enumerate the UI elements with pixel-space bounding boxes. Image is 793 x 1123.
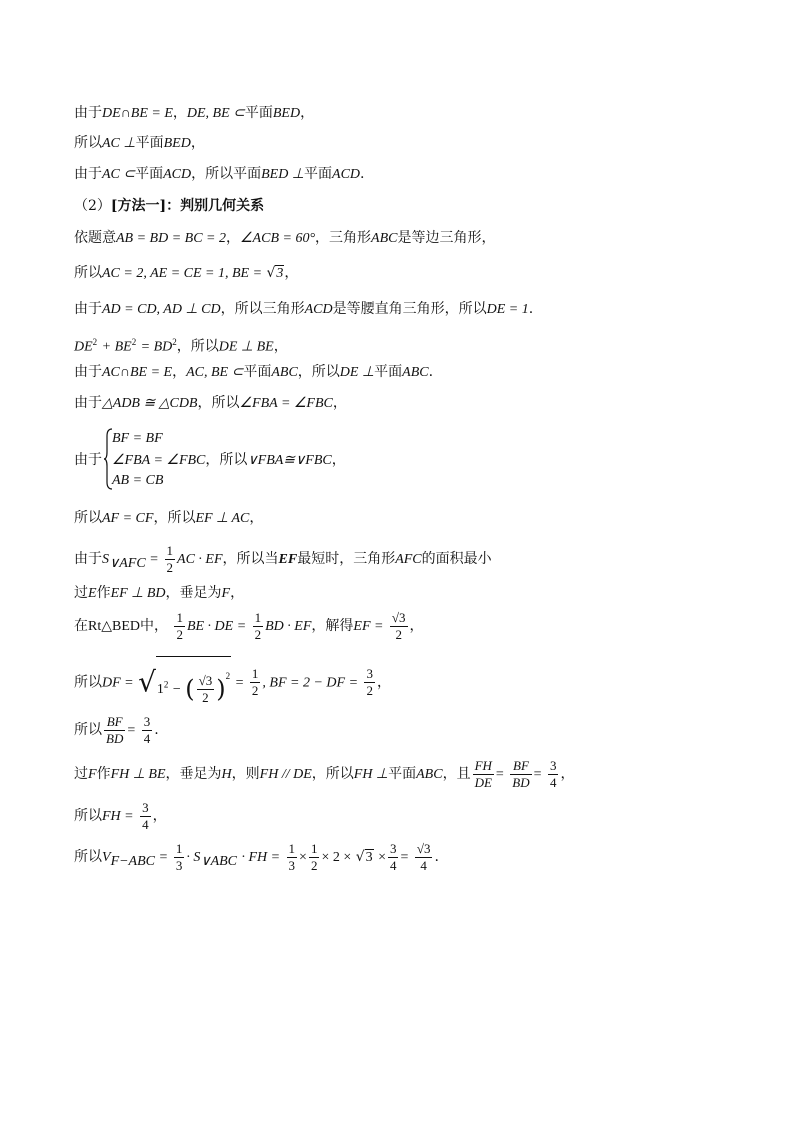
text: . (428, 364, 434, 380)
line-20 (74, 838, 439, 881)
text: 最短时，三角形 (297, 551, 396, 567)
text: ， (332, 395, 347, 411)
math: Rt△BED (88, 619, 140, 634)
math: F (221, 586, 231, 601)
text: 所以 (74, 849, 102, 865)
denominator: 4 (389, 857, 397, 873)
paren: ( (185, 675, 195, 703)
text: ，则 (231, 766, 260, 782)
text: . (360, 166, 365, 182)
math: △ADB ≅ △CDB (102, 396, 198, 411)
denominator: 2 (251, 683, 259, 698)
math: = BD (140, 339, 173, 355)
math: BE · DE = (186, 619, 247, 634)
math: EF ⊥ BD (110, 586, 166, 601)
text: 平面 (374, 364, 403, 380)
text: 中， (140, 618, 168, 634)
math: ABC (371, 231, 398, 246)
math: AD = CD, AD ⊥ CD (102, 302, 221, 317)
line-4-heading (74, 197, 264, 215)
fraction (510, 758, 531, 791)
text: ，垂足为 (165, 766, 222, 782)
text: 所以 (74, 674, 102, 691)
denominator: 2 (202, 689, 209, 705)
line-13 (74, 541, 492, 582)
fraction (287, 841, 298, 874)
text: ，所以平面 (191, 166, 262, 182)
text: 作 (96, 766, 111, 782)
text: 所以 (74, 722, 102, 738)
text: 在 (74, 618, 88, 634)
numerator: 1 (254, 609, 262, 625)
text: ，解得 (311, 618, 354, 634)
math: F (88, 767, 97, 782)
text: 所以 (74, 808, 102, 824)
math: H (221, 767, 232, 782)
math: DE∩BE = E (102, 106, 173, 121)
line-15 (74, 607, 424, 646)
text: 由于 (74, 105, 102, 121)
text: ， (409, 618, 424, 634)
text: 作 (96, 585, 111, 601)
math: × (299, 850, 307, 865)
text: 由于 (74, 166, 102, 182)
exponent: 2 (225, 671, 231, 681)
text: 由于 (74, 364, 102, 380)
math: FH // DE (259, 767, 312, 782)
text: ，且 (442, 766, 471, 782)
denominator: BD (106, 730, 124, 746)
denominator: 4 (420, 857, 427, 873)
fraction (390, 610, 408, 643)
text: 依题意 (74, 230, 116, 246)
numerator: FH (474, 757, 492, 773)
text: ， (172, 364, 187, 380)
equation-row-with-conclusion (112, 451, 346, 470)
text: ，所以 (297, 364, 340, 380)
math: = (159, 850, 168, 865)
math: DE (74, 339, 93, 355)
line-14 (74, 584, 244, 603)
fraction (309, 841, 320, 874)
line-6 (74, 264, 298, 283)
text: ， (172, 105, 187, 121)
fraction (388, 841, 399, 874)
fraction (364, 666, 375, 699)
line-5 (74, 229, 496, 248)
denominator: 4 (549, 774, 557, 790)
text: 平面 (243, 364, 272, 380)
math: = (533, 767, 542, 782)
numerator: 1 (251, 666, 259, 681)
math: ACD (163, 167, 192, 182)
math: − (172, 682, 181, 697)
line-2 (74, 134, 205, 153)
numerator: 3 (549, 757, 557, 773)
denominator: 3 (175, 857, 183, 873)
line-12 (74, 509, 263, 528)
fraction (142, 714, 153, 747)
text: 由于 (74, 551, 102, 567)
sqrt-symbol: √ (355, 849, 365, 865)
line-3 (74, 165, 365, 184)
numerator: 1 (288, 840, 296, 856)
math: EF ⊥ AC (195, 511, 250, 526)
math: AC∩BE = E (102, 365, 173, 380)
equation-row: BF = BF (112, 431, 163, 446)
math: · FH = (241, 850, 281, 865)
math: V (102, 850, 111, 865)
math: DF = (102, 675, 134, 691)
text: 平面 (135, 135, 164, 151)
math: = (495, 767, 504, 782)
fraction (174, 610, 185, 643)
fraction (174, 841, 185, 874)
denominator: 4 (142, 816, 149, 832)
text: 过 (74, 766, 88, 782)
numerator: √3 (198, 672, 213, 688)
math: BD · EF (265, 619, 312, 634)
math: = (127, 723, 136, 738)
numerator: 3 (389, 840, 397, 856)
math: AC = 2, AE = CE = 1, BE = (102, 266, 263, 281)
exponent: 2 (92, 337, 98, 347)
denominator: 2 (310, 857, 318, 873)
line-11 (74, 451, 102, 469)
math: EF = (353, 619, 384, 634)
text: 的面积最小 (421, 551, 492, 567)
text: ， (226, 230, 240, 246)
math: 1 (156, 682, 164, 697)
subscript: ∨ABC (200, 853, 238, 869)
text: 平面 (135, 166, 164, 182)
math: ABC (271, 365, 298, 380)
subscript: ∨AFC (109, 555, 146, 571)
math: × (378, 850, 386, 865)
text: ，三角形 (315, 230, 372, 246)
text: . (434, 849, 439, 865)
method-heading: [方法一]：判别几何关系 (110, 198, 265, 214)
denominator: BD (512, 774, 530, 790)
fraction (165, 543, 176, 576)
denominator: 2 (176, 626, 183, 642)
text: 平面 (388, 766, 417, 782)
math: BED (163, 136, 191, 151)
text: . (528, 301, 534, 317)
line-9 (74, 363, 433, 382)
denominator: 3 (288, 857, 296, 873)
text: 是等腰直角三角形，所以 (332, 301, 487, 317)
text: ， (273, 338, 288, 355)
equation-row: AB = CB (112, 473, 164, 488)
math: ∠FBA = ∠FBC (112, 453, 206, 468)
line-16 (74, 656, 391, 709)
text: 由于 (74, 452, 102, 468)
text: ， (152, 808, 167, 824)
denominator: 2 (366, 683, 373, 698)
math: ∠ACB = 60° (240, 231, 316, 246)
math: ACD (304, 302, 333, 317)
math: · S (186, 850, 201, 865)
math: ∨FBA≅∨FBC (247, 453, 332, 468)
line-17 (74, 711, 159, 750)
text: 过 (74, 585, 88, 601)
math: = (400, 850, 409, 865)
sqrt-symbol: √ (266, 265, 276, 281)
text: 由于 (74, 395, 102, 411)
numerator: 3 (142, 799, 149, 815)
math: AF = CF (102, 511, 154, 526)
math: DE ⊥ BE (218, 339, 274, 355)
numerator: 1 (166, 542, 174, 558)
text: ， (230, 585, 245, 601)
math: ABC (416, 767, 443, 782)
exponent: 2 (172, 337, 177, 347)
text: ， (560, 766, 575, 782)
fraction (253, 610, 264, 643)
math: × 2 × (321, 850, 352, 865)
sqrt-radicand (156, 656, 231, 709)
denominator: 2 (254, 626, 262, 642)
text: ， (284, 265, 299, 281)
text: ， (249, 510, 264, 526)
line-1 (74, 104, 314, 123)
math: ACD (332, 167, 361, 182)
text: 是等边三角形， (397, 230, 496, 246)
text: ，所以 (311, 766, 354, 782)
numerator: 3 (366, 666, 373, 681)
exponent: 2 (131, 337, 137, 347)
numerator: 3 (143, 713, 151, 729)
denominator: DE (474, 774, 492, 790)
text: ，所以 (153, 510, 196, 526)
text: ， (331, 452, 346, 468)
math: = (235, 675, 244, 691)
text: ， (300, 105, 315, 121)
math: E (88, 586, 97, 601)
numerator: √3 (416, 840, 431, 856)
numerator: √3 (391, 609, 406, 625)
math: ∠FBA = ∠FBC (239, 396, 333, 411)
text: ，所以当 (222, 551, 279, 567)
numerator: 1 (310, 840, 318, 856)
fraction (415, 841, 433, 874)
sqrt-radicand: 3 (276, 266, 284, 281)
math: BED (272, 106, 301, 121)
math: FH = (102, 809, 134, 824)
math: AC ⊂ (102, 167, 136, 182)
math: FH ⊥ (353, 767, 389, 782)
text: ，所以 (176, 338, 219, 355)
fraction (250, 666, 261, 699)
math: ABC (402, 365, 429, 380)
text: 平面 (304, 166, 333, 182)
sqrt-radicand: 3 (365, 850, 373, 865)
paren: ) (216, 675, 226, 703)
numerator: BF (510, 758, 531, 775)
text: . (154, 722, 159, 738)
numerator: 1 (175, 840, 183, 856)
text: 由于 (74, 301, 102, 317)
math: AFC (395, 552, 422, 567)
numerator: 1 (176, 609, 183, 625)
text: ，所以三角形 (220, 301, 305, 317)
math: DE ⊥ (339, 365, 375, 380)
fraction (140, 800, 151, 833)
numerator: BF (104, 714, 125, 731)
math: FH ⊥ BE (110, 767, 166, 782)
exponent: 2 (163, 679, 169, 690)
text: 所以 (74, 265, 102, 281)
math: DE = 1 (486, 302, 529, 317)
denominator: 4 (143, 730, 151, 746)
fraction (197, 673, 215, 706)
math: AB = BD = BC = 2 (116, 231, 226, 246)
text: ，所以 (197, 395, 240, 411)
math: + BE (101, 339, 132, 355)
text: ， (376, 674, 391, 691)
denominator: 2 (166, 559, 174, 575)
line-7 (74, 300, 533, 319)
sqrt-symbol: √ (138, 665, 156, 699)
math: S (102, 552, 109, 567)
text: ，垂足为 (165, 585, 222, 601)
fraction (548, 758, 559, 791)
subscript: F−ABC (110, 853, 156, 869)
section-number: （2） (74, 198, 111, 214)
line-18 (74, 755, 574, 794)
text: ，所以 (205, 452, 248, 468)
line-19 (74, 797, 167, 836)
line-8 (74, 333, 288, 357)
text: 平面 (244, 105, 273, 121)
text: 所以 (74, 135, 102, 151)
fraction (473, 758, 494, 791)
math: AC, BE ⊂ (186, 365, 244, 380)
math: AC · EF (177, 552, 223, 567)
math: = (150, 552, 159, 567)
fraction (104, 714, 125, 747)
math: , BF = 2 − DF = (262, 675, 359, 691)
math: BED ⊥ (261, 167, 305, 182)
line-10 (74, 394, 347, 413)
denominator: 2 (395, 626, 402, 642)
text: ， (190, 135, 205, 151)
text: 所以 (74, 510, 102, 526)
math: AC ⊥ (102, 136, 136, 151)
math: EF (278, 552, 298, 567)
math: DE, BE ⊂ (186, 106, 245, 121)
